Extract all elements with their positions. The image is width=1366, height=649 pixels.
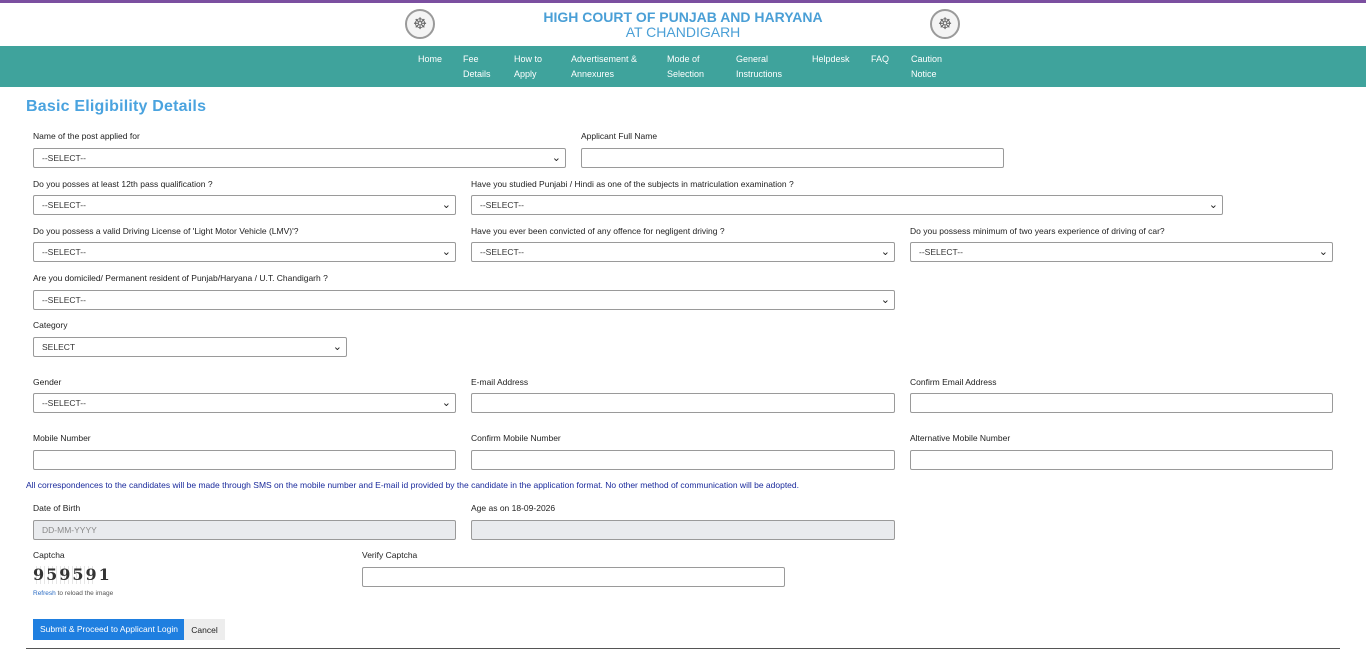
dob-label: Date of Birth	[33, 503, 81, 513]
nav-mode-of-selection[interactable]	[667, 52, 704, 82]
page-title: Basic Eligibility Details	[26, 98, 207, 115]
nav-label: Advertisement &	[571, 54, 638, 64]
state-emblem-icon: ☸	[930, 9, 960, 39]
convicted-label: Have you ever been convicted of any offence for negligent driving ?	[471, 226, 725, 236]
age-label: Age as on 18-09-2026	[471, 503, 556, 513]
category-select-value: SELECT	[42, 342, 76, 352]
punjabi-select[interactable]	[471, 195, 1223, 215]
nav-label: Fee	[463, 54, 479, 64]
nav-fee-details[interactable]	[463, 52, 491, 82]
punjabi-select-value: --SELECT--	[480, 200, 524, 210]
punjabi-label: Have you studied Punjabi / Hindi as one of the subjects in matriculation examination ?	[471, 179, 794, 189]
convicted-select[interactable]	[471, 242, 895, 262]
cancel-button[interactable]: Cancel	[184, 619, 225, 640]
nav-label: Home	[418, 54, 443, 64]
site-title	[0, 10, 1366, 40]
license-select[interactable]	[33, 242, 456, 262]
nav-label: Details	[463, 69, 491, 79]
qualification-select-value: --SELECT--	[42, 200, 86, 210]
site-header	[0, 3, 1366, 46]
experience-select-value: --SELECT--	[919, 247, 963, 257]
nav-label: Instructions	[736, 69, 783, 79]
communication-note: All correspondences to the candidates will be made through SMS on the mobile number and E-mail id provided by the candidate in the application format. No other method of communication will be adopted.	[26, 480, 799, 490]
nav-label: Apply	[514, 69, 537, 79]
nav-label: General	[736, 54, 769, 64]
chevron-down-icon: ⌄	[441, 199, 451, 211]
captcha-label: Captcha	[33, 550, 65, 560]
domicile-label: Are you domiciled/ Permanent resident of Punjab/Haryana / U.T. Chandigarh ?	[33, 273, 328, 283]
mobile-label: Mobile Number	[33, 433, 91, 443]
nav-label: Annexures	[571, 69, 615, 79]
experience-label: Do you possess minimum of two years experience of driving of car?	[910, 226, 1165, 236]
domicile-select[interactable]	[33, 290, 895, 310]
qualification-label: Do you posses at least 12th pass qualification ?	[33, 179, 213, 189]
chevron-down-icon: ⌄	[880, 246, 890, 258]
refresh-link[interactable]: Refresh	[33, 590, 56, 597]
captcha-image: 959591	[33, 565, 112, 584]
age-input	[471, 520, 895, 540]
nav-label: Caution	[911, 54, 943, 64]
chevron-down-icon: ⌄	[441, 397, 451, 409]
email-input[interactable]	[471, 393, 895, 413]
gender-select-value: --SELECT--	[42, 398, 86, 408]
site-title-line2: AT CHANDIGARH	[625, 24, 741, 40]
category-select[interactable]	[33, 337, 347, 357]
refresh-suffix: to reload the image	[55, 590, 114, 597]
main-nav	[0, 46, 1366, 87]
convicted-select-value: --SELECT--	[480, 247, 524, 257]
site-title-line1: HIGH COURT OF PUNJAB AND HARYANA	[543, 9, 823, 25]
confirm-email-label: Confirm Email Address	[910, 377, 997, 387]
alt-mobile-input[interactable]	[910, 450, 1333, 470]
chevron-down-icon: ⌄	[880, 294, 890, 306]
chevron-down-icon: ⌄	[332, 341, 342, 353]
confirm-mobile-label: Confirm Mobile Number	[471, 433, 561, 443]
confirm-email-input[interactable]	[910, 393, 1333, 413]
chevron-down-icon: ⌄	[1318, 246, 1328, 258]
chevron-down-icon: ⌄	[441, 246, 451, 258]
nav-faq[interactable]	[871, 52, 889, 67]
gender-select[interactable]	[33, 393, 456, 413]
post-select[interactable]	[33, 148, 566, 168]
nav-label: Selection	[667, 69, 705, 79]
experience-select[interactable]	[910, 242, 1333, 262]
verify-captcha-input[interactable]	[362, 567, 785, 587]
verify-captcha-label: Verify Captcha	[362, 550, 418, 560]
nav-advertisement[interactable]	[571, 52, 637, 82]
nav-label: FAQ	[871, 54, 890, 64]
nav-caution-notice[interactable]	[911, 52, 942, 82]
fullname-input[interactable]	[581, 148, 1004, 168]
domicile-select-value: --SELECT--	[42, 295, 86, 305]
license-select-value: --SELECT--	[42, 247, 86, 257]
nav-label: Notice	[911, 69, 937, 79]
fullname-label: Applicant Full Name	[581, 131, 658, 141]
state-emblem-icon: ☸	[405, 9, 435, 39]
nav-helpdesk[interactable]	[812, 52, 850, 67]
category-label: Category	[33, 320, 68, 330]
nav-label: Helpdesk	[812, 54, 850, 64]
mobile-input[interactable]	[33, 450, 456, 470]
confirm-mobile-input[interactable]	[471, 450, 895, 470]
dob-input[interactable]: DD-MM-YYYY	[33, 520, 456, 540]
qualification-select[interactable]	[33, 195, 456, 215]
chevron-down-icon: ⌄	[1208, 199, 1218, 211]
alt-mobile-label: Alternative Mobile Number	[910, 433, 1011, 443]
nav-label: How to	[514, 54, 543, 64]
post-select-value: --SELECT--	[42, 153, 86, 163]
nav-how-to-apply[interactable]	[514, 52, 542, 82]
nav-home[interactable]	[418, 52, 442, 67]
post-label: Name of the post applied for	[33, 131, 140, 141]
license-label: Do you possess a valid Driving License of 'Light Motor Vehicle (LMV)'?	[33, 226, 299, 236]
gender-label: Gender	[33, 377, 62, 387]
nav-general-instructions[interactable]	[736, 52, 782, 82]
refresh-hint	[33, 590, 113, 597]
email-label: E-mail Address	[471, 377, 529, 387]
nav-label: Mode of	[667, 54, 700, 64]
chevron-down-icon: ⌄	[551, 152, 561, 164]
submit-button[interactable]: Submit & Proceed to Applicant Login	[33, 619, 185, 640]
